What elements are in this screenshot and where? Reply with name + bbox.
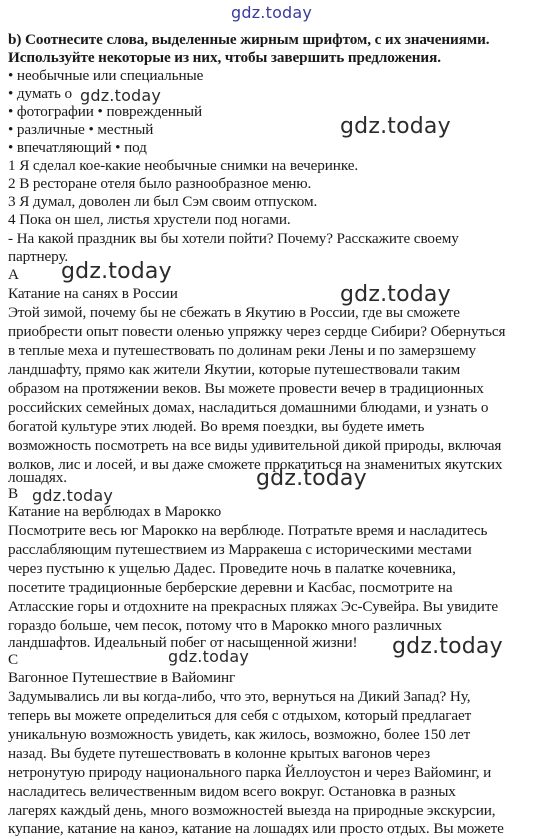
section-c-line-7: лагерях каждый день, много возможностей выезда на природные экскурсии, [8, 802, 496, 819]
option-3: • фотографии • поврежденный [8, 103, 203, 120]
section-b-line-7: ландшафтов. Идеальный побег от насыщенной жизни! [8, 634, 358, 651]
section-a-line-9: волков, лис и лосей, и вы даже сможете прокатиться на знаменитых якутских [8, 456, 503, 473]
section-a-letter: A [8, 266, 19, 283]
section-b-line-1: Посмотрите весь юг Марокко на верблюде. Потратьте время и насладитесь [8, 522, 488, 539]
section-c-line-5: нетронутую природу национального парка Йеллоустон и через Вайоминг, и [8, 764, 492, 781]
section-c-line-2: теперь вы можете определиться для себя с отдыхом, который предлагает [8, 707, 472, 724]
section-b-line-5: Атласские горы и отдохните на прекрасных пляжах Эс-Сувейра. Вы увидите [8, 598, 499, 615]
section-b-line-4: посетите традиционные берберские деревни и Касбас, посмотрите на [8, 579, 453, 596]
watermark-3: gdz.today [61, 259, 172, 284]
watermark-7: gdz.today [392, 634, 503, 659]
discussion-question: - На какой праздник вы бы хотели пойти? Почему? Расскажите своему [8, 230, 459, 247]
section-c-line-1: Задумывались ли вы когда-либо, что это, вернуться на Дикий Запад? Ну, [8, 688, 471, 705]
task-heading-line-2: Используйте некоторые из них, чтобы завершить предложения. [8, 49, 441, 66]
section-a-line-7: богатой культуре этих людей. Во время поездки, вы будете иметь [8, 418, 425, 435]
section-c-line-3: уникальную возможность увидеть, как жилось, возможно, более 150 лет [8, 726, 471, 743]
watermark-6: gdz.today [32, 486, 114, 505]
watermark-2: gdz.today [340, 114, 451, 139]
section-c-line-4: назад. Вы будете путешествовать в колонне крытых вагонов через [8, 745, 431, 762]
section-a-line-6: российских семейных домах, насладиться домашними блюдами, и узнать о [8, 399, 489, 416]
task-heading-line-1: b) Соотнесите слова, выделенные жирным шрифтом, с их значениями. [8, 31, 490, 48]
watermark-top: gdz.today [231, 3, 313, 22]
sentence-1: 1 Я сделал кое-какие необычные снимки на вечеринке. [8, 157, 359, 174]
section-a-line-10: лошадях. [8, 469, 67, 486]
section-a-line-8: возможность посмотреть на все виды удивительной дикой природы, включая [8, 437, 502, 454]
section-a-line-1: Этой зимой, почему бы не сбежать в Якутию в России, где вы сможете [8, 304, 460, 321]
watermark-4: gdz.today [340, 282, 451, 307]
watermark-1: gdz.today [80, 86, 162, 105]
watermark-8: gdz.today [168, 647, 250, 666]
section-c-line-6: насладитесь величественным видом всего вокруг. Остановка в разных [8, 783, 456, 800]
section-b-line-3: через пустыню к ущелью Дадес. Проведите ночь в палатке кочевника, [8, 560, 456, 577]
section-b-line-6: гораздо больше, чем песок, потому что в Марокко много различных [8, 617, 443, 634]
section-b-letter: B [8, 485, 19, 502]
sentence-3: 3 Я думал, доволен ли был Сэм своим отпуском. [8, 193, 318, 210]
discussion-question-cont: партнеру. [8, 248, 69, 265]
section-a-line-2: приобрести опыт повести оленью упряжку через сердце Сибири? Обернуться [8, 323, 506, 340]
section-b-title: Катание на верблюдах в Марокко [8, 503, 222, 520]
watermark-5: gdz.today [256, 466, 367, 491]
section-a-line-3: в теплые меха и путешествовать по долинам реки Лены и по замерзшему [8, 342, 477, 359]
option-5: • впечатляющий • под [8, 139, 147, 156]
option-2: • думать о [8, 85, 73, 102]
section-a-line-4: ландшафту, прямо как жители Якутии, которые путешествовали таким [8, 361, 461, 378]
section-c-letter: C [8, 651, 19, 668]
section-c-line-8: купание, катание на каноэ, катание на лошадях или просто отдых. Вы можете [8, 820, 504, 837]
section-a-line-5: образом на протяжении веков. Вы можете провести вечер в традиционных [8, 380, 484, 397]
sentence-2: 2 В ресторане отеля было разнообразное меню. [8, 175, 312, 192]
option-4: • различные • местный [8, 121, 154, 138]
section-c-title: Вагонное Путешествие в Вайоминг [8, 669, 236, 686]
section-b-line-2: расслабляющим путешествием из Марракеша с историческими местами [8, 541, 472, 558]
option-1: • необычные или специальные [8, 67, 204, 84]
sentence-4: 4 Пока он шел, листья хрустели под ногами. [8, 211, 291, 228]
section-a-title: Катание на санях в России [8, 285, 178, 302]
